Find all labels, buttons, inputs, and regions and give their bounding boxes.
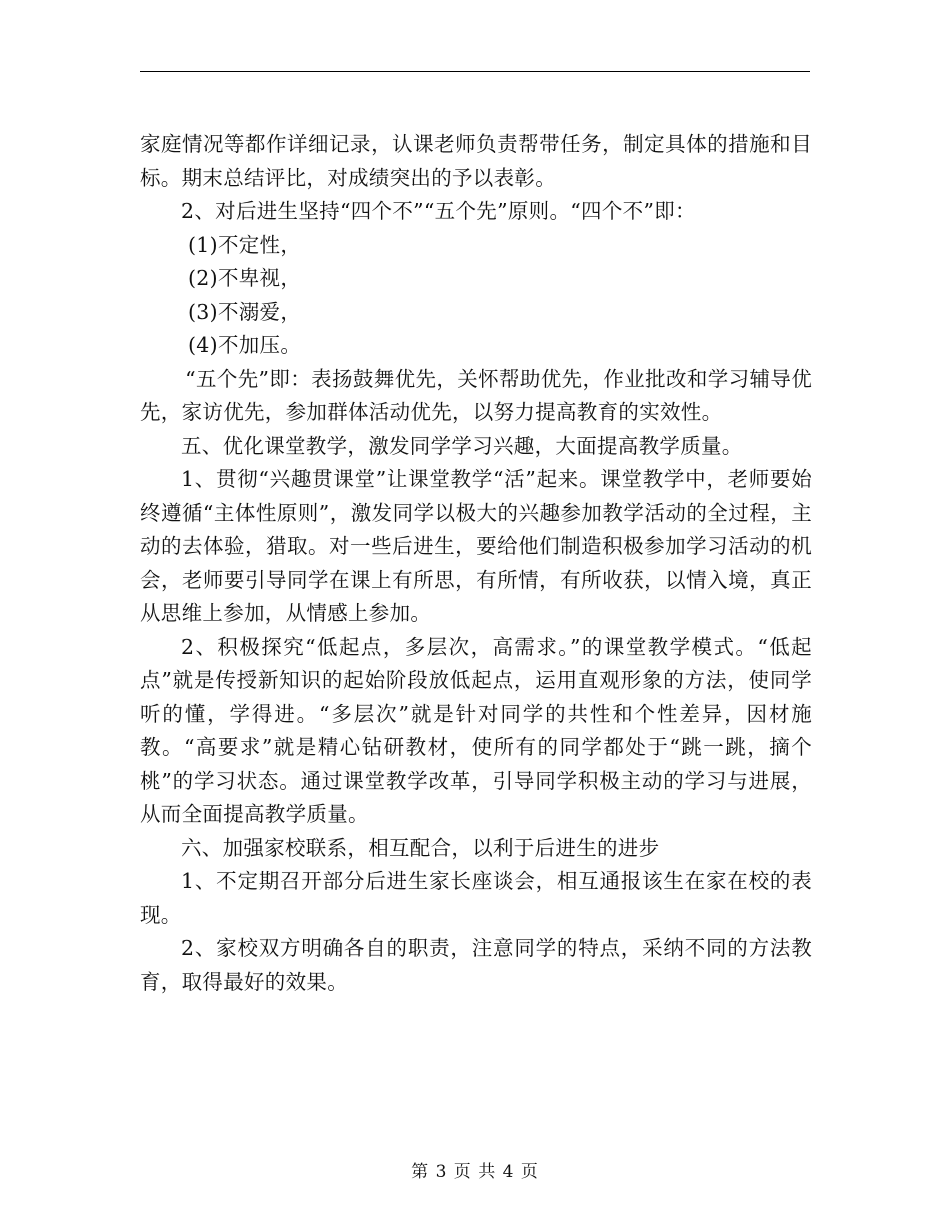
list-item: (3)不溺爱， <box>188 299 302 324</box>
list-item: (1)不定性， <box>188 232 302 257</box>
document-body <box>140 128 812 999</box>
paragraph: 2、对后进生坚持“四个不”“五个先”原则。“四个不”即： <box>181 199 696 223</box>
paragraph: 1、不定期召开部分后进生家长座谈会，相互通报该生在家在校的表现。 <box>140 869 812 927</box>
page-number: 第 3 页 共 4 页 <box>411 1162 539 1182</box>
paragraph: 家庭情况等都作详细记录，认课老师负责帮带任务，制定具体的措施和目标。期末总结评比，对成绩突出的予以表彰。 <box>140 132 812 190</box>
paragraph: 1、贯彻“兴趣贯课堂”让课堂教学“活”起来。课堂教学中，老师要始终遵循“主体性原则”，激发同学以极大的兴趣参加教学活动的全过程，主动的去体验，猎取。对一些后进生，要给他们制造积极参加学习活动的机会，老师要引导同学在课上有所思，有所情，有所收获，以情入境，真正从思维上参加，从情感上参加。 <box>140 467 812 625</box>
header-rule <box>140 71 810 72</box>
paragraph: “五个先”即：表扬鼓舞优先，关怀帮助优先，作业批改和学习辅导优先，家访优先，参加群体活动优先，以努力提高教育的实效性。 <box>140 366 812 424</box>
paragraph: 2、家校双方明确各自的职责，注意同学的特点，采纳不同的方法教育，取得最好的效果。 <box>140 936 812 994</box>
list-item: (4)不加压。 <box>188 333 302 357</box>
section-heading: 六、加强家校联系，相互配合，以利于后进生的进步 <box>181 835 660 860</box>
list-item: (2)不卑视， <box>188 266 302 290</box>
section-heading: 五、优化课堂教学，激发同学学习兴趣，大面提高教学质量。 <box>181 433 743 458</box>
paragraph: 2、积极探究“低起点，多层次，高需求。”的课堂教学模式。“低起点”就是传授新知识的起始阶段放低起点，运用直观形象的方法，使同学听的懂，学得进。“多层次”就是针对同学的共性和个性差异，因材施教。“高要求”就是精心钻研教材，使所有的同学都处于“跳一跳，摘个桃”的学习状态。通过课堂教学改革，引导同学积极主动的学习与进展，从而全面提高教学质量。 <box>140 634 812 826</box>
page-footer <box>0 1157 950 1182</box>
